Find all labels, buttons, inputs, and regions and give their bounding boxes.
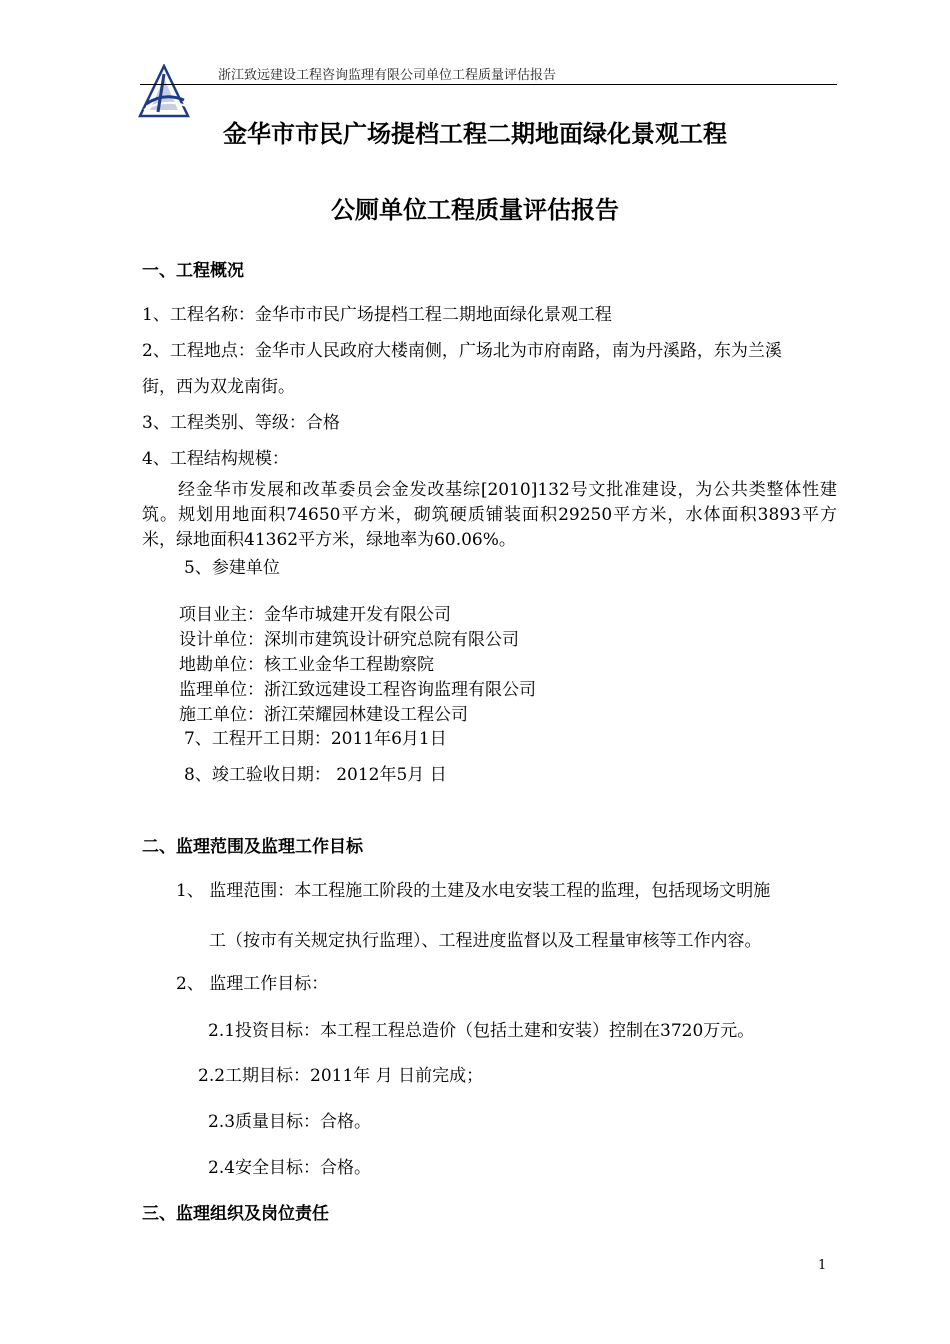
start-date: 7、工程开工日期：2011年6月1日	[184, 729, 447, 749]
section3-heading: 三、监理组织及岗位责任	[142, 1204, 329, 1224]
page-number: 1	[818, 1258, 827, 1273]
project-scale-label: 4、工程结构规模：	[142, 449, 289, 469]
unit-construction: 施工单位：浙江荣耀园林建设工程公司	[179, 705, 468, 725]
document-title-line2: 公厕单位工程质量评估报告	[331, 196, 619, 224]
goals-label: 2、 监理工作目标：	[176, 974, 329, 994]
project-name: 1、工程名称：金华市市民广场提档工程二期地面绿化景观工程	[142, 305, 612, 325]
project-location-line1: 2、工程地点：金华市人民政府大楼南侧，广场北为市府南路，南为丹溪路，东为兰溪	[142, 341, 782, 361]
header-company-line: 浙江致远建设工程咨询监理有限公司单位工程质量评估报告	[218, 68, 557, 83]
goal-safety: 2.4安全目标：合格。	[208, 1158, 372, 1178]
unit-survey: 地勘单位：核工业金华工程勘察院	[179, 655, 434, 675]
scope-line2: 工（按市有关规定执行监理）、工程进度监督以及工程量审核等工作内容。	[209, 931, 762, 951]
goal-schedule: 2.2工期目标：2011年 月 日前完成；	[198, 1066, 484, 1086]
unit-supervision: 监理单位：浙江致远建设工程咨询监理有限公司	[179, 680, 536, 700]
header-divider	[140, 84, 837, 85]
goal-investment: 2.1投资目标：本工程工程总造价（包括土建和安装）控制在3720万元。	[208, 1021, 755, 1041]
completion-date: 8、竣工验收日期： 2012年5月 日	[184, 765, 447, 785]
project-scale-body: 经金华市发展和改革委员会金发改基综[2010]132号文批准建设，为公共类整体性建筑。规划用地面积74650平方米，砌筑硬质铺装面积29250平方米，水体面积3893平方米，绿地面积41362平方米，绿地率为60.06%。	[142, 480, 837, 550]
section2-heading: 二、监理范围及监理工作目标	[142, 837, 363, 857]
unit-design: 设计单位：深圳市建筑设计研究总院有限公司	[179, 630, 519, 650]
unit-owner: 项目业主：金华市城建开发有限公司	[179, 605, 451, 625]
project-location-line2: 街，西为双龙南街。	[142, 377, 295, 397]
document-title-line1: 金华市市民广场提档工程二期地面绿化景观工程	[223, 120, 727, 148]
participants-label: 5、参建单位	[184, 558, 280, 578]
section1-heading: 一、工程概况	[142, 261, 244, 281]
company-logo-icon	[138, 64, 190, 118]
project-category: 3、工程类别、等级：合格	[142, 413, 340, 433]
scope-line1: 1、 监理范围：本工程施工阶段的土建及水电安装工程的监理，包括现场文明施	[176, 881, 771, 901]
goal-quality: 2.3质量目标：合格。	[208, 1112, 372, 1132]
